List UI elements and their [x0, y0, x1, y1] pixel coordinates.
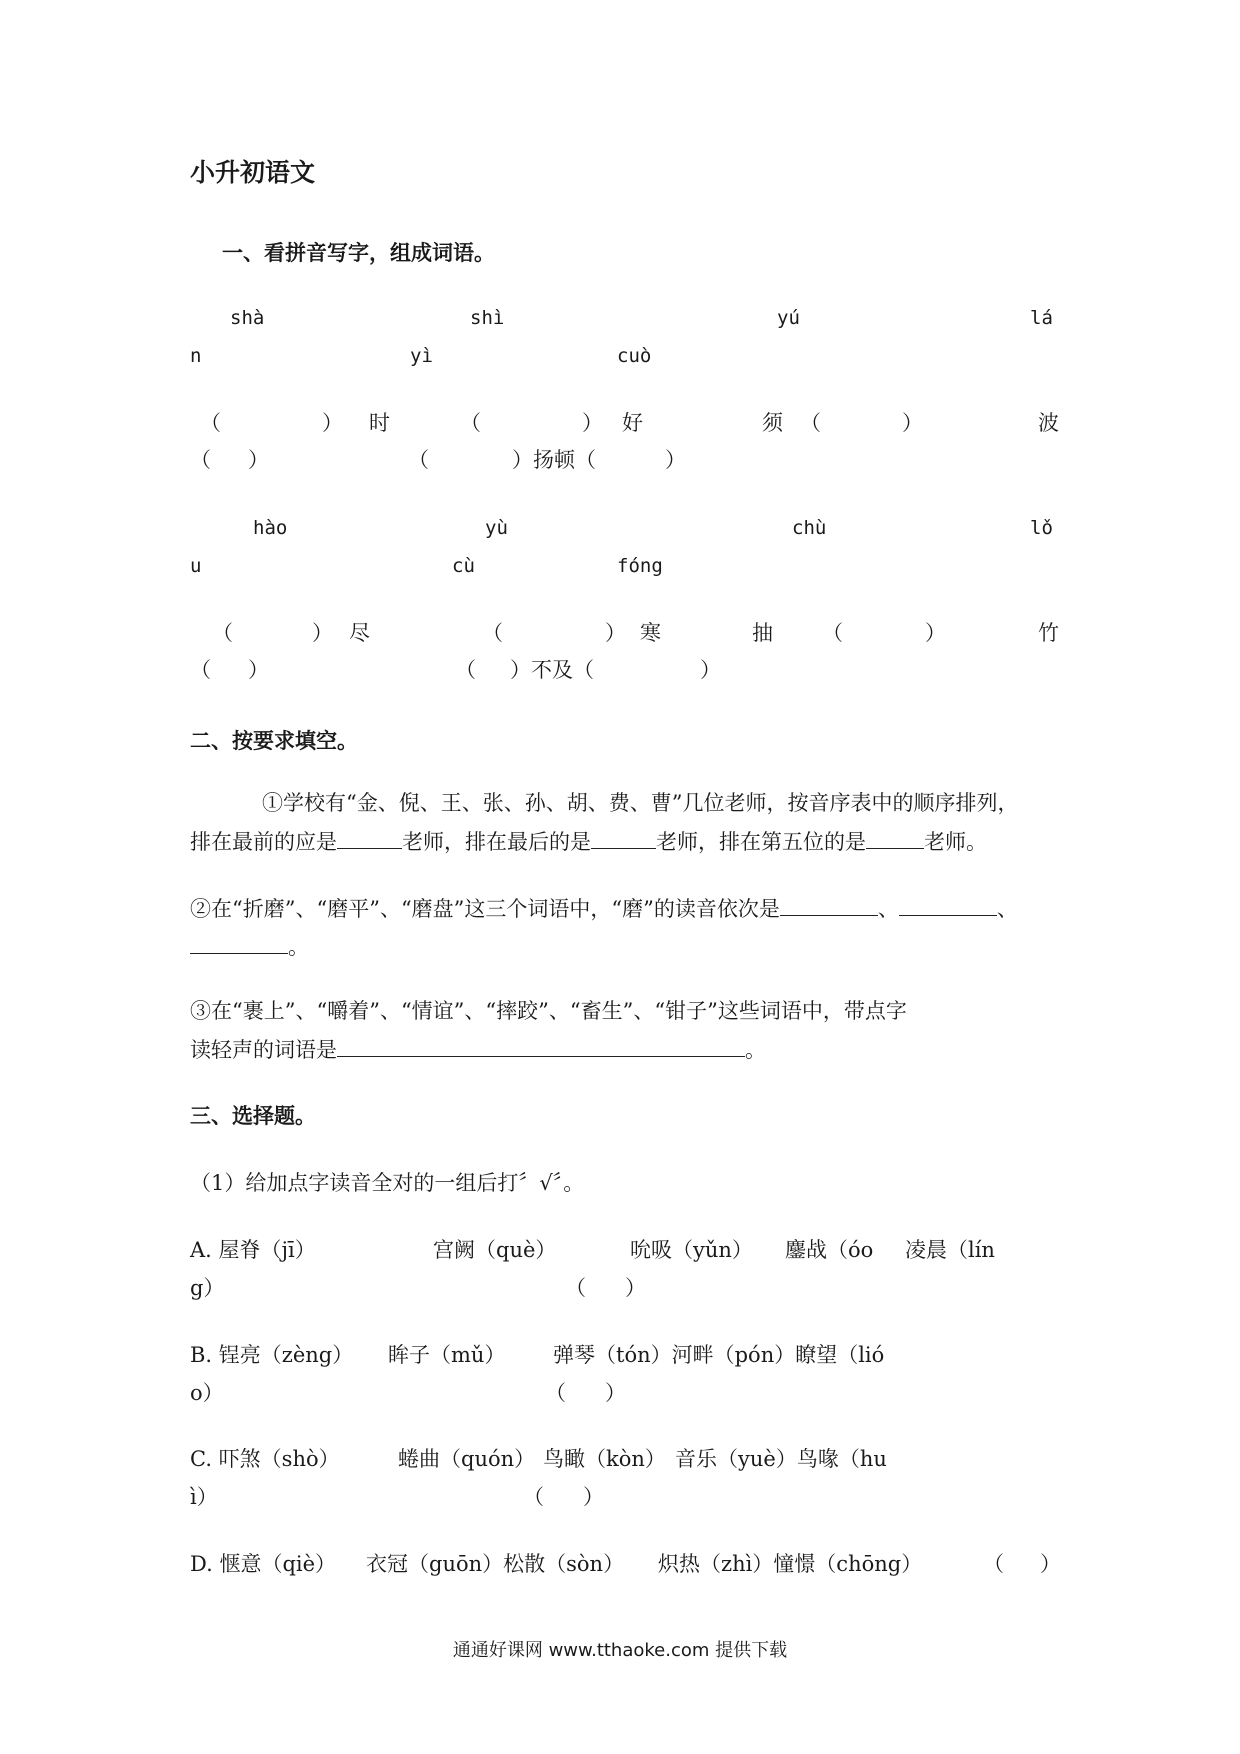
option-text: 炽热（zhì）憧憬（chōng） [658, 1552, 923, 1576]
answer-blank[interactable] [337, 828, 402, 849]
choice-question-1: （1）给加点字读音全对的一组后打〞√〞。 [190, 1171, 585, 1195]
paren: （ [800, 411, 821, 435]
pinyin: shà [230, 307, 265, 329]
paren: （ [822, 621, 843, 645]
option-text: 鏖战（óo [785, 1238, 874, 1262]
section3-heading: 三、选择题。 [190, 1103, 316, 1128]
paren: ） [322, 411, 343, 435]
answer-paren[interactable]: （ [983, 1552, 1004, 1576]
paren: （ [200, 411, 221, 435]
word-char: 尽 [349, 621, 370, 645]
q1-text: 排在最前的应是 [190, 830, 337, 854]
option-text: o） [190, 1381, 224, 1405]
pinyin: lá [1030, 307, 1053, 329]
option-text: 衣冠（guōn）松散（sòn） [366, 1552, 625, 1576]
pinyin: cuò [617, 345, 652, 367]
paren: （ [460, 411, 481, 435]
word-char: 寒 [640, 621, 661, 645]
q2-text: 、 [996, 897, 1018, 921]
word-char: 抽 [752, 621, 773, 645]
pinyin: fóng [617, 555, 663, 577]
page-footer: 通通好课网 www.tthaoke.com 提供下载 [452, 1640, 788, 1661]
section1-heading: 一、看拼音写字，组成词语。 [222, 240, 495, 265]
option-text: C. 吓煞（shò） [190, 1447, 340, 1471]
paren: （ [190, 448, 211, 472]
option-text: 吮吸（yǔn） [630, 1238, 753, 1262]
pinyin: lǒ [1030, 517, 1053, 539]
pinyin: chù [792, 517, 827, 539]
option-text: 音乐（yuè）鸟喙（hu [675, 1447, 887, 1471]
paren: （ [482, 621, 503, 645]
paren: （ [408, 448, 429, 472]
paren: （ [190, 658, 211, 682]
answer-paren[interactable]: ） [625, 1276, 646, 1300]
paren: ） [925, 621, 946, 645]
answer-paren[interactable]: ） [1040, 1552, 1061, 1576]
answer-blank[interactable] [337, 1036, 745, 1057]
paren: ） [665, 448, 686, 472]
paren: ） [902, 411, 923, 435]
q3-text: 。 [745, 1038, 766, 1062]
option-text: D. 惬意（qiè） [190, 1552, 337, 1576]
q2-line1 [190, 895, 1018, 922]
option-text: 宫阙（què） [433, 1238, 557, 1262]
paren: ） [248, 658, 269, 682]
option-text: A. 屋脊（jī） [190, 1238, 316, 1262]
q2-text: 、 [877, 897, 899, 921]
paren: ） [312, 621, 333, 645]
word-char: 竹 [1038, 621, 1059, 645]
pinyin: cù [452, 555, 475, 577]
option-text: 眸子（mǔ） [388, 1343, 506, 1367]
word-char: 时 [369, 411, 390, 435]
option-text: 弹琴（tón）河畔（pón）瞭望（lió [553, 1343, 885, 1367]
q3-line1: ③在“裹上”、“嚼着”、“情谊”、“摔跤”、“畜生”、“钳子”这些词语中，带点字 [190, 999, 907, 1023]
pinyin: yù [485, 517, 508, 539]
word-char: 好 [622, 411, 643, 435]
pinyin: u [190, 555, 202, 577]
q2-text: 。 [288, 935, 309, 959]
option-text: ì） [190, 1485, 218, 1509]
answer-paren[interactable]: （ [545, 1381, 566, 1405]
q1-text: 老师，排在第五位的是 [656, 830, 866, 854]
page-title: 小升初语文 [190, 158, 316, 187]
paren: （ [212, 621, 233, 645]
paren: ） [582, 411, 603, 435]
section2-heading: 二、按要求填空。 [190, 728, 358, 753]
answer-paren[interactable]: （ [565, 1276, 586, 1300]
option-text: 鸟瞰（kòn） [543, 1447, 666, 1471]
answer-blank[interactable] [190, 933, 288, 954]
q2-line2 [190, 933, 309, 960]
q1-line2 [190, 828, 987, 855]
answer-blank[interactable] [899, 895, 997, 916]
option-text: g） [190, 1276, 225, 1300]
pinyin: n [190, 345, 202, 367]
q3-text: 读轻声的词语是 [190, 1038, 337, 1062]
pinyin: yú [777, 307, 800, 329]
option-text: B. 锃亮（zèng） [190, 1343, 354, 1367]
option-text: 凌晨（lín [905, 1238, 995, 1262]
answer-paren[interactable]: ） [583, 1485, 604, 1509]
word-fragment: ）不及（ [510, 658, 594, 682]
option-text: 蜷曲（quón） [398, 1447, 536, 1471]
q1-line1: ①学校有“金、倪、王、张、孙、胡、费、曹”几位老师，按音序表中的顺序排列， [262, 791, 1019, 815]
paren: ） [700, 658, 721, 682]
word-char: 须 [762, 411, 783, 435]
answer-blank[interactable] [591, 828, 656, 849]
q1-text: 老师。 [924, 830, 987, 854]
answer-blank[interactable] [780, 895, 878, 916]
paren: ） [605, 621, 626, 645]
answer-paren[interactable]: ） [605, 1381, 626, 1405]
q1-text: 老师，排在最后的是 [402, 830, 591, 854]
answer-blank[interactable] [866, 828, 924, 849]
paren: ） [248, 448, 269, 472]
q3-line2 [190, 1036, 766, 1063]
word-char: 波 [1038, 411, 1059, 435]
pinyin: hào [253, 517, 288, 539]
q2-text: ②在“折磨”、“磨平”、“磨盘”这三个词语中，“磨”的读音依次是 [190, 897, 780, 921]
word-fragment: ）扬顿（ [512, 448, 596, 472]
pinyin: shì [470, 307, 505, 329]
answer-paren[interactable]: （ [523, 1485, 544, 1509]
pinyin: yì [410, 345, 433, 367]
paren: （ [455, 658, 476, 682]
